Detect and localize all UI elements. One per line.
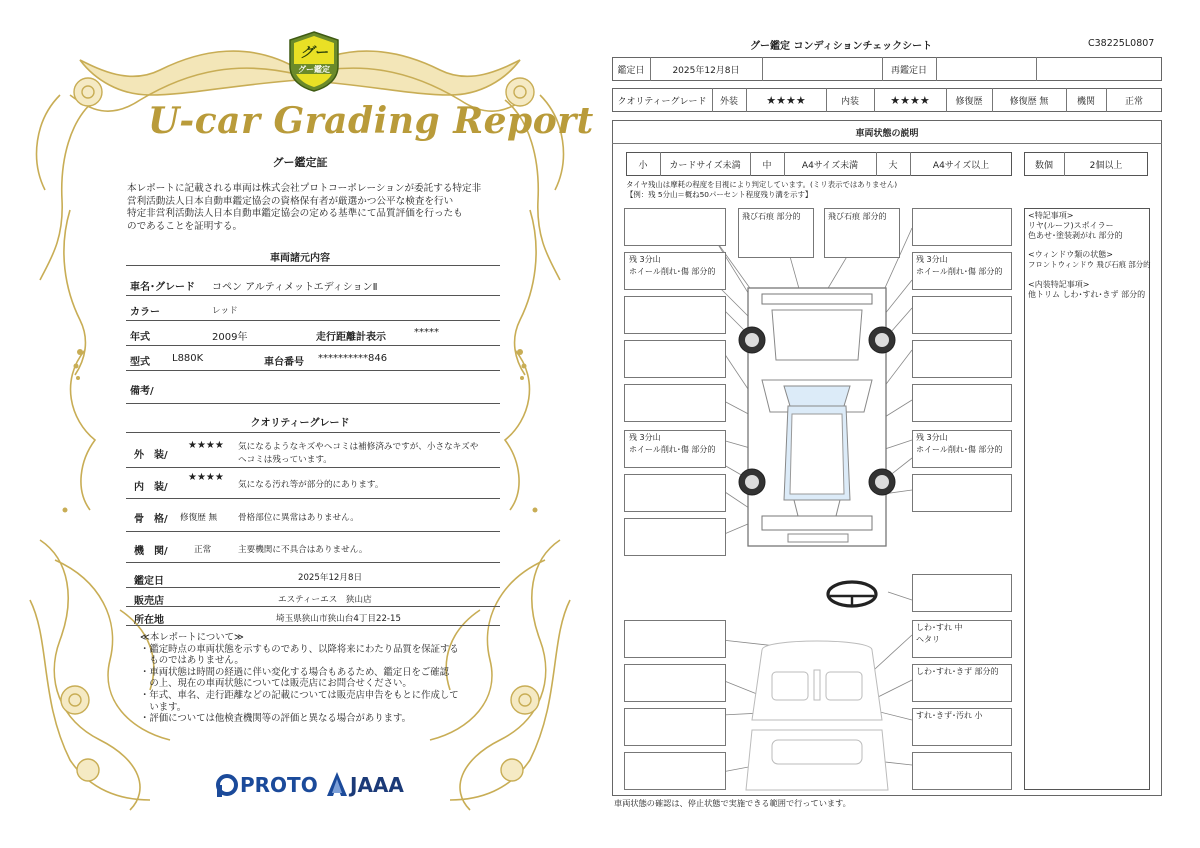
interior-comment: 気になる汚れ等が部分的にあります。: [238, 480, 384, 490]
spec-row-name: [126, 272, 500, 296]
engine-label: 機関: [1076, 96, 1095, 107]
window-item: フロントウィンドウ 飛び石痕 部分的: [1028, 260, 1151, 269]
note-box: [624, 474, 726, 512]
intro-line: 特定非営利活動法人日本自動車鑑定協会の定める基準にて品質評価を行ったも: [127, 208, 463, 219]
shop-label: 販売店: [134, 596, 164, 607]
appraisal-date-label: 鑑定日: [134, 576, 164, 587]
exterior-stars: ★★★★: [766, 93, 806, 107]
interior-stars: ★★★★: [890, 93, 930, 107]
remarks-label: 備考/: [130, 386, 154, 397]
exterior-label: 外装: [719, 96, 738, 107]
quality-row-engine: [126, 533, 500, 563]
badge-goo-text: グー: [300, 45, 328, 61]
color-value: レッド: [212, 306, 238, 316]
quality-row-exterior: [126, 434, 500, 468]
quality-row-frame: [126, 500, 500, 532]
chip-note: 飛び石痕 部分的: [828, 212, 887, 221]
divider: [612, 143, 1162, 144]
note-box: [624, 708, 726, 746]
notes-title: ≪本レポートについて≫: [140, 632, 244, 643]
spec-row-year: [126, 322, 500, 346]
spec-row-remarks: [126, 372, 500, 404]
quality-label: クオリティーグレード: [617, 96, 707, 107]
footer-note: 車両状態の確認は、停止状態で実施できる範囲で行っています。: [614, 798, 851, 808]
model-value: L880K: [172, 353, 204, 364]
note-line: ・評価については他検査機関等の評価と異なる場合があります。: [140, 713, 411, 725]
frame-comment: 骨格部位に異常はありません。: [238, 513, 359, 523]
note-line: ・年式、車名、走行距離などの記載については販売店申告をもとに作成して: [140, 689, 459, 701]
certificate-title: グー鑑定証: [272, 156, 328, 169]
note-box: [912, 474, 1012, 512]
frame-value: 修復歴 無: [180, 513, 218, 523]
note-line: ものではありません。: [140, 655, 244, 667]
tire-fr-tread: 残 3分山: [916, 255, 948, 264]
interior-note-title: <内装特記事項>: [1028, 280, 1090, 289]
notes: [140, 632, 500, 725]
name-label: 車名･グレード: [130, 282, 195, 293]
special-item: リヤ(ルーフ)スポイラー: [1028, 221, 1114, 230]
note-box: [624, 208, 726, 246]
special-title: <特記事項>: [1028, 211, 1074, 220]
engine-value: 正常: [194, 545, 212, 555]
note-box: [624, 664, 726, 702]
quality-row-interior: [126, 469, 500, 499]
spec-row-model: [126, 347, 500, 371]
interior-stars: ★★★★: [188, 472, 224, 483]
size-large-desc: A4サイズ以上: [932, 160, 990, 171]
quality-section-title: クオリティーグレード: [250, 418, 350, 429]
note-line: の上、現在の車両状態については販売店にお問合せください。: [140, 678, 412, 690]
appraisal-date-value: 2025年12月8日: [298, 573, 363, 583]
tire-fl-wheel: ホイール削れ･傷 部分的: [629, 267, 716, 276]
note-box: [912, 752, 1012, 790]
note-box: [912, 296, 1012, 334]
note-box: [624, 296, 726, 334]
engine-value: 正常: [1124, 96, 1143, 107]
spec-row-color: [126, 297, 500, 321]
note-box: [912, 340, 1012, 378]
address-label: 所在地: [134, 615, 164, 626]
tire-fr-wheel: ホイール削れ･傷 部分的: [916, 267, 1003, 276]
repair-label: 修復歴: [955, 96, 983, 107]
note-box: [624, 340, 726, 378]
exterior-comment: ヘコミは残っています。: [238, 455, 332, 465]
tire-rl-wheel: ホイール削れ･傷 部分的: [629, 445, 716, 454]
divider: [936, 57, 937, 81]
engine-label: 機 関/: [134, 546, 168, 557]
note-box: [624, 518, 726, 556]
divider: [126, 265, 500, 266]
size-small-desc: カードサイズ未満: [669, 160, 741, 171]
model-label: 型式: [130, 357, 150, 368]
interior-note-a: しわ･すれ 中: [916, 623, 963, 632]
note-line: ・鑑定時点の車両状態を示すものであり、以降将来にわたり品質を保証する: [140, 643, 459, 655]
size-small: 小: [638, 160, 648, 171]
note-box: [912, 208, 1012, 246]
spec-section-title: 車両諸元内容: [270, 253, 330, 264]
note-line: います。: [140, 701, 187, 713]
jaaa-logo-icon: [326, 771, 348, 797]
intro-line: 営利活動法人日本自動車鑑定協会の資格保有者が厳選かつ公平な検査を行い: [127, 195, 454, 207]
interior-note-b: しわ･すれ･きず 部分的: [916, 667, 999, 676]
condition-check-sheet: [600, 0, 1200, 848]
badge-label: グー鑑定: [298, 65, 330, 74]
appraisal-date-label: 鑑定日: [617, 65, 645, 76]
condition-title: 車両状態の説明: [855, 128, 919, 139]
appraisal-date-value: 2025年12月8日: [672, 65, 740, 76]
note-box: [624, 620, 726, 658]
sheet-code: C38225L0807: [1088, 38, 1155, 49]
tire-rr-wheel: ホイール削れ･傷 部分的: [916, 445, 1003, 454]
count-desc: 2個以上: [1089, 160, 1123, 171]
note-box: [912, 574, 1012, 612]
exterior-label: 外 装/: [134, 450, 168, 461]
intro-line: のであることを証明する。: [127, 220, 243, 232]
engine-comment: 主要機関に不具合はありません。: [238, 545, 368, 555]
special-item: 色あせ･塗装剥がれ 部分的: [1028, 231, 1123, 240]
mileage-label: 走行距離計表示: [316, 332, 386, 343]
interior-note-item: 他トリム しわ･すれ･きず 部分的: [1028, 290, 1146, 299]
exterior-comment: 気になるようなキズやヘコミは補修済みですが、小さなキズや: [238, 442, 479, 452]
intro-line: 本レポートに記載される車両は株式会社プロトコーポレーションが委託する特定非: [127, 183, 482, 194]
year-label: 年式: [130, 332, 150, 343]
proto-logo-text: PROTO: [240, 773, 318, 797]
tire-rr-tread: 残 3分山: [916, 433, 948, 442]
chassis-label: 車台番号: [264, 357, 304, 368]
note-box: [624, 752, 726, 790]
frame-label: 骨 格/: [134, 514, 168, 525]
tire-note: 【例：残 5分山＝概ね50パーセント程度残り溝を示す】: [626, 190, 813, 199]
note-line: ・車両状態は時間の経過に伴い変化する場合もあるため、鑑定日をご確認: [140, 666, 450, 678]
count-label: 数個: [1034, 160, 1053, 171]
appraisal-date-row: [126, 566, 500, 588]
divider: [762, 57, 763, 81]
mileage-value: *****: [414, 327, 439, 338]
interior-label: 内 装/: [134, 482, 168, 493]
tire-rl-tread: 残 3分山: [629, 433, 661, 442]
note-box: [912, 384, 1012, 422]
chassis-value: **********846: [318, 353, 388, 364]
reappraisal-label: 再鑑定日: [890, 65, 927, 76]
proto-logo-icon: [214, 772, 240, 798]
address-value: 埼玉県狭山市狭山台4丁目22-15: [276, 614, 401, 624]
window-title: <ウィンドウ類の状態>: [1028, 250, 1113, 259]
name-value: コペン アルティメットエディションⅡ: [212, 282, 378, 293]
tire-fl-tread: 残 3分山: [629, 255, 661, 264]
shop-row: [126, 589, 500, 607]
repair-value: 修復歴 無: [1009, 96, 1049, 107]
address-row: [126, 608, 500, 626]
tire-note: タイヤ残山は摩耗の程度を目視により判定しています。(ミリ表示ではありません): [626, 180, 898, 189]
interior-label: 内装: [840, 96, 859, 107]
script-title: U-car Grading Report: [148, 100, 594, 142]
divider: [1036, 57, 1037, 81]
note-box: [624, 384, 726, 422]
size-medium-desc: A4サイズ未満: [801, 160, 859, 171]
size-large: 大: [888, 160, 898, 171]
intro-paragraph: [127, 183, 507, 233]
size-medium: 中: [762, 160, 772, 171]
chip-note: 飛び石痕 部分的: [742, 212, 801, 221]
divider: [126, 432, 500, 433]
shop-value: エスティーエス 狭山店: [278, 595, 372, 605]
interior-note-a: ヘタリ: [916, 635, 940, 644]
jaaa-logo-text: JAAA: [350, 773, 404, 797]
exterior-stars: ★★★★: [188, 440, 224, 451]
year-value: 2009年: [212, 332, 248, 343]
interior-note-c: すれ･きず･汚れ 小: [916, 711, 983, 720]
color-label: カラー: [130, 307, 160, 318]
sheet-title: グー鑑定 コンディションチェックシート: [750, 41, 933, 52]
